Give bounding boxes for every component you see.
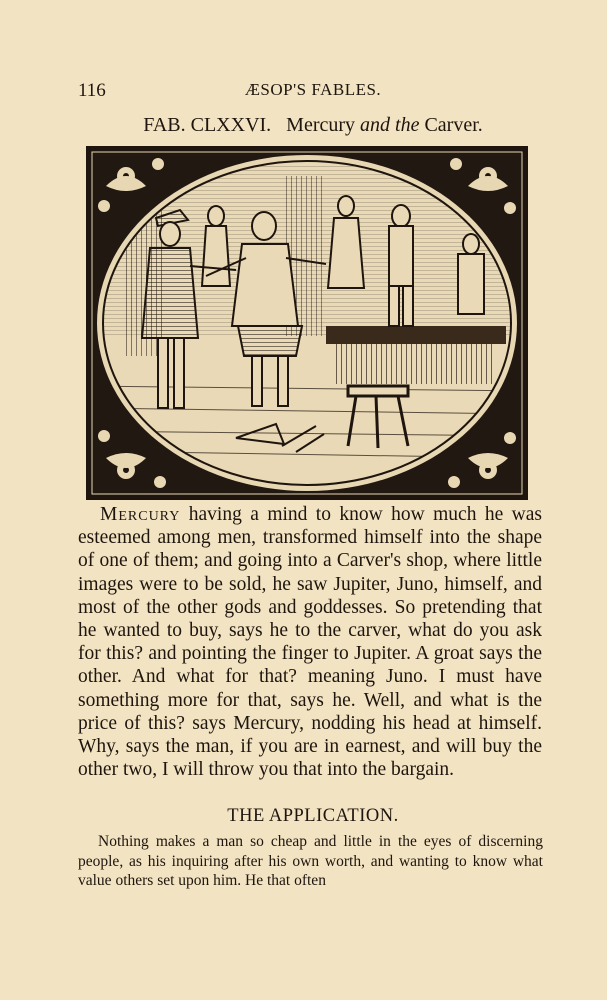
fable-title-part1: Mercury <box>286 114 356 136</box>
running-title: ÆSOP'S FABLES. <box>244 80 382 99</box>
application-paragraph: Nothing makes a man so cheap and little in the eyes of discerning people, as his inquiring after his own worth, and wanting to know what value others set upon him. He that often <box>78 833 543 890</box>
fable-paragraph <box>78 503 542 781</box>
woodcut-illustration <box>86 146 528 500</box>
fable-body <box>78 503 542 781</box>
fable-first-word: Mercury <box>100 504 181 525</box>
page-number: 116 <box>78 80 106 101</box>
application-heading: THE APPLICATION. <box>227 806 399 826</box>
fable-number: FAB. CLXXVI. <box>143 114 272 136</box>
fable-title-part2: Carver. <box>424 114 483 136</box>
fable-body-text: having a mind to know how much he was esteemed among men, transformed himself into the shape of one of them; and going into a Carver's shop, where little images were to be sold, he saw Jupiter, Juno, himself, and most of the other gods and goddesses. So pretending that he wanted to buy, says he to the carver, what do you ask for this? and pointing the finger to Jupiter. A groat says the other. And what for that? meaning Juno. I must have something more for that, says he. Well, and what is the price of this? says Mercury, nodding his head at himself. Why, says the man, if you are in earnest, and will buy the other two, I will throw you that into the bargain. <box>78 504 542 781</box>
running-head <box>78 80 548 102</box>
fable-title <box>78 114 548 137</box>
application-body <box>78 832 543 891</box>
fable-title-the: the <box>395 114 420 136</box>
fable-title-and: and <box>360 114 391 136</box>
